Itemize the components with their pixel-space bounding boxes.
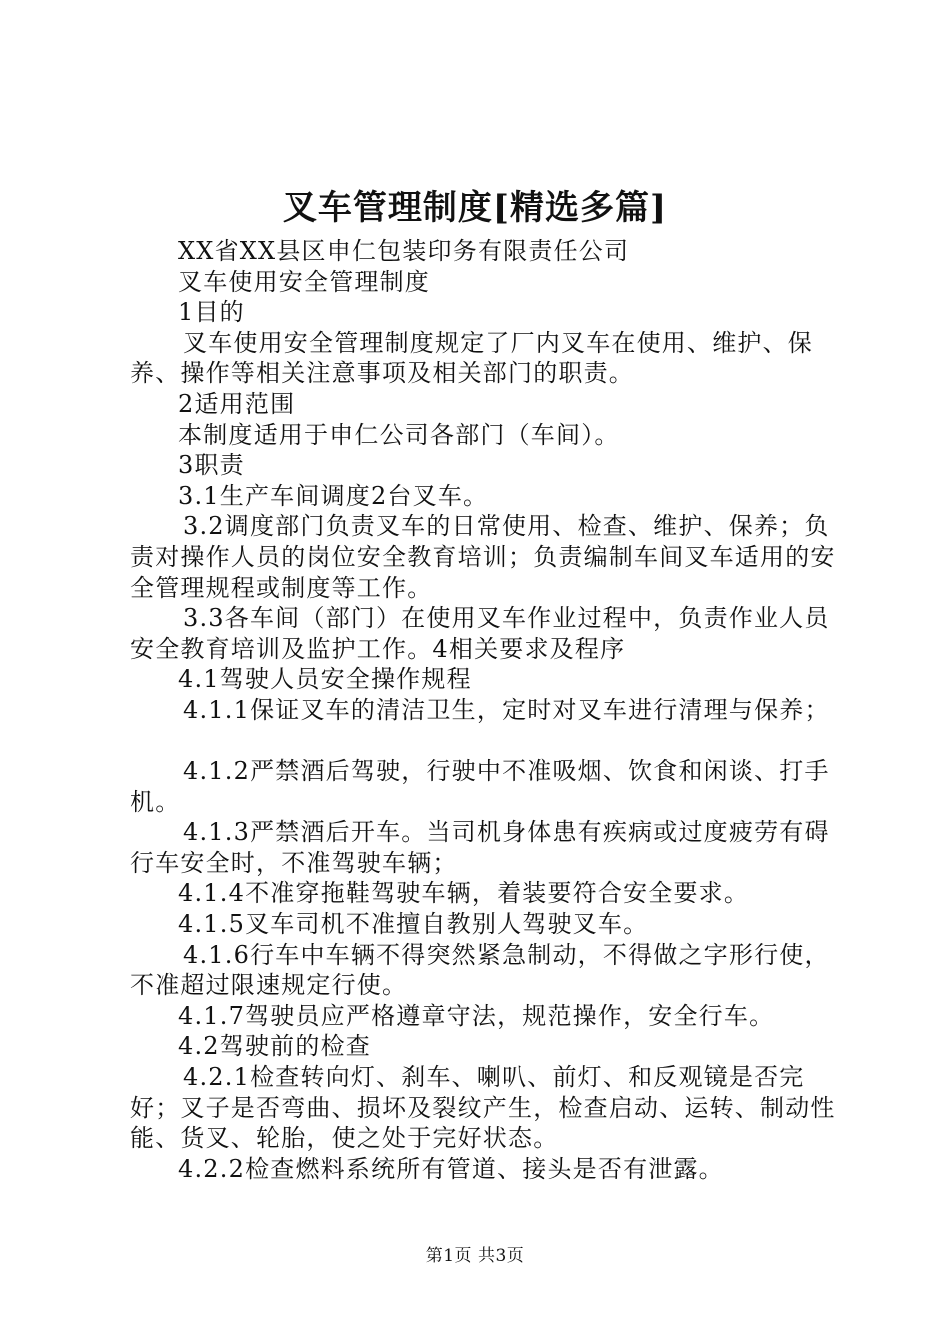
paragraph: 叉车使用安全管理制度规定了厂内叉车在使用、维护、保养、操作等相关注意事项及相关部门的职责。 xyxy=(130,328,813,388)
paragraph: 2适用范围 xyxy=(178,389,296,418)
paragraph: XX省XX县区申仁包装印务有限责任公司 xyxy=(178,237,630,265)
paragraph: 3.1生产车间调度2台叉车。 xyxy=(178,481,489,510)
paragraph: 4.1.1保证叉车的清洁卫生，定时对叉车进行清理与保养； xyxy=(183,695,830,724)
paragraph: 4.1驾驶人员安全操作规程 xyxy=(178,665,472,694)
paragraph: 本制度适用于申仁公司各部门（车间）。 xyxy=(178,420,620,449)
paragraph: 3.2调度部门负责叉车的日常使用、检查、维护、保养；负责对操作人员的岗位安全教育培训；负责编制车间叉车适用的安全管理规程或制度等工作。 xyxy=(130,512,836,602)
paragraph: 3职责 xyxy=(178,451,245,480)
paragraph: 4.2.2检查燃料系统所有管道、接头是否有泄露。 xyxy=(178,1154,724,1183)
document-title: 叉车管理制度[精选多篇] xyxy=(282,188,668,228)
paragraph: 叉车使用安全管理制度 xyxy=(178,267,430,296)
paragraph: 4.1.3严禁酒后开车。当司机身体患有疾病或过度疲劳有碍行车安全时，不准驾驶车辆； xyxy=(130,818,830,877)
paragraph: 1目的 xyxy=(178,298,245,327)
paragraph: 4.1.6行车中车辆不得突然紧急制动，不得做之字形行使，不准超过限速规定行使。 xyxy=(130,940,830,1000)
page-footer: 第1页 共3页 xyxy=(425,1246,525,1266)
document-body xyxy=(130,236,846,1184)
paragraph: 4.1.2严禁酒后驾驶，行驶中不准吸烟、饮食和闲谈、打手机。 xyxy=(130,757,830,816)
paragraph: 4.1.4不准穿拖鞋驾驶车辆，着装要符合安全要求。 xyxy=(178,879,750,908)
paragraph: 4.1.5叉车司机不准擅自教别人驾驶叉车。 xyxy=(178,910,649,939)
paragraph: 4.2.1检查转向灯、刹车、喇叭、前灯、和反观镜是否完好；叉子是否弯曲、损坏及裂纹产生，检查启动、运转、制动性能、货叉、轮胎，使之处于完好状态。 xyxy=(130,1063,836,1153)
paragraph: 4.1.7驾驶员应严格遵章守法，规范操作，安全行车。 xyxy=(178,1001,775,1030)
paragraph: 3.3各车间（部门）在使用叉车作业过程中，负责作业人员安全教育培训及监护工作。4相关要求及程序 xyxy=(130,604,830,663)
blank-line xyxy=(130,726,846,757)
paragraph: 4.2驾驶前的检查 xyxy=(178,1032,371,1061)
